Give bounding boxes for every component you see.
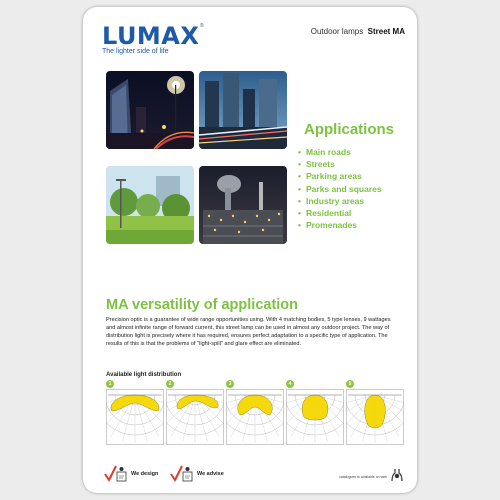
polar-diagram-icon [226,389,284,445]
logo-wordmark: LUMAX [102,22,200,50]
distribution-number: 3 [226,380,234,388]
polar-diagram-icon [346,389,404,445]
lumax-logo [102,22,204,55]
polar-diagram-icon [166,389,224,445]
list-item: • Promenades [298,220,358,231]
distribution-number: 4 [286,380,294,388]
photo-industry [199,166,287,244]
photo-city-traffic [199,71,287,149]
header-category: Outdoor lamps [310,27,364,36]
checkmark-advisor-icon [170,465,194,483]
we-advise-badge [170,465,224,483]
bullet-icon: • [298,183,301,194]
list-item: • Parks and squares [298,183,382,194]
polar-diagram-icon [106,389,164,445]
list-item: • Parking areas [298,171,362,182]
versatility-body: Precision optic is a guarantee of wide range opportunities using. With 4 matching bodies, 5 type lenses, 9 wattages and almost infinite range of forward current, this street lamp can be used in almost any outdoor project. The way of distribution light is precisely where it has required, ensures perfect adaptation to a specific type of application. The results of this is that the problems of "light-spill" and glare effect are eliminated. [106,317,391,347]
distribution-label: Available light distribution [106,372,182,378]
brand-tagline: The lighter side of life [102,48,169,55]
we-advise-label: We advise [197,471,224,477]
polar-diagram-icon [286,389,344,445]
bullet-icon: • [298,220,301,231]
distribution-number: 5 [346,380,354,388]
registered-mark: ® [200,23,204,29]
bullet-icon: • [298,195,301,206]
bullet-icon: • [298,171,301,182]
list-item: • Residential [298,207,352,218]
checkmark-designer-icon [104,465,128,483]
versatility-title: MA versatility of application [106,297,299,313]
distribution-number: 2 [166,380,174,388]
we-design-label: We design [131,471,159,477]
distribution-diagram-2 [166,380,224,446]
distribution-diagram-1 [106,380,164,446]
distribution-diagram-4 [286,380,344,446]
we-design-badge [104,465,158,483]
list-item: • Main roads [298,147,351,157]
list-item: • Streets [298,159,335,170]
applications-title: Applications [304,121,395,138]
recycle-hands-icon [390,467,404,483]
applications-list [298,146,382,231]
distribution-number: 1 [106,380,114,388]
catalog-note: catalogues to available on web [339,475,387,479]
photo-night-city [106,71,194,149]
distribution-diagram-3 [226,380,284,446]
bullet-icon: • [298,207,301,218]
photo-park [106,166,194,244]
distribution-shape [365,395,386,428]
distribution-diagram-5 [346,380,404,446]
catalog-page [83,7,417,493]
list-item: • Industry areas [298,195,365,206]
distribution-shape [302,395,328,420]
header-product: Street MA [367,27,405,36]
bullet-icon: • [298,159,301,170]
bullet-icon: • [298,147,301,157]
page-header [311,27,405,36]
